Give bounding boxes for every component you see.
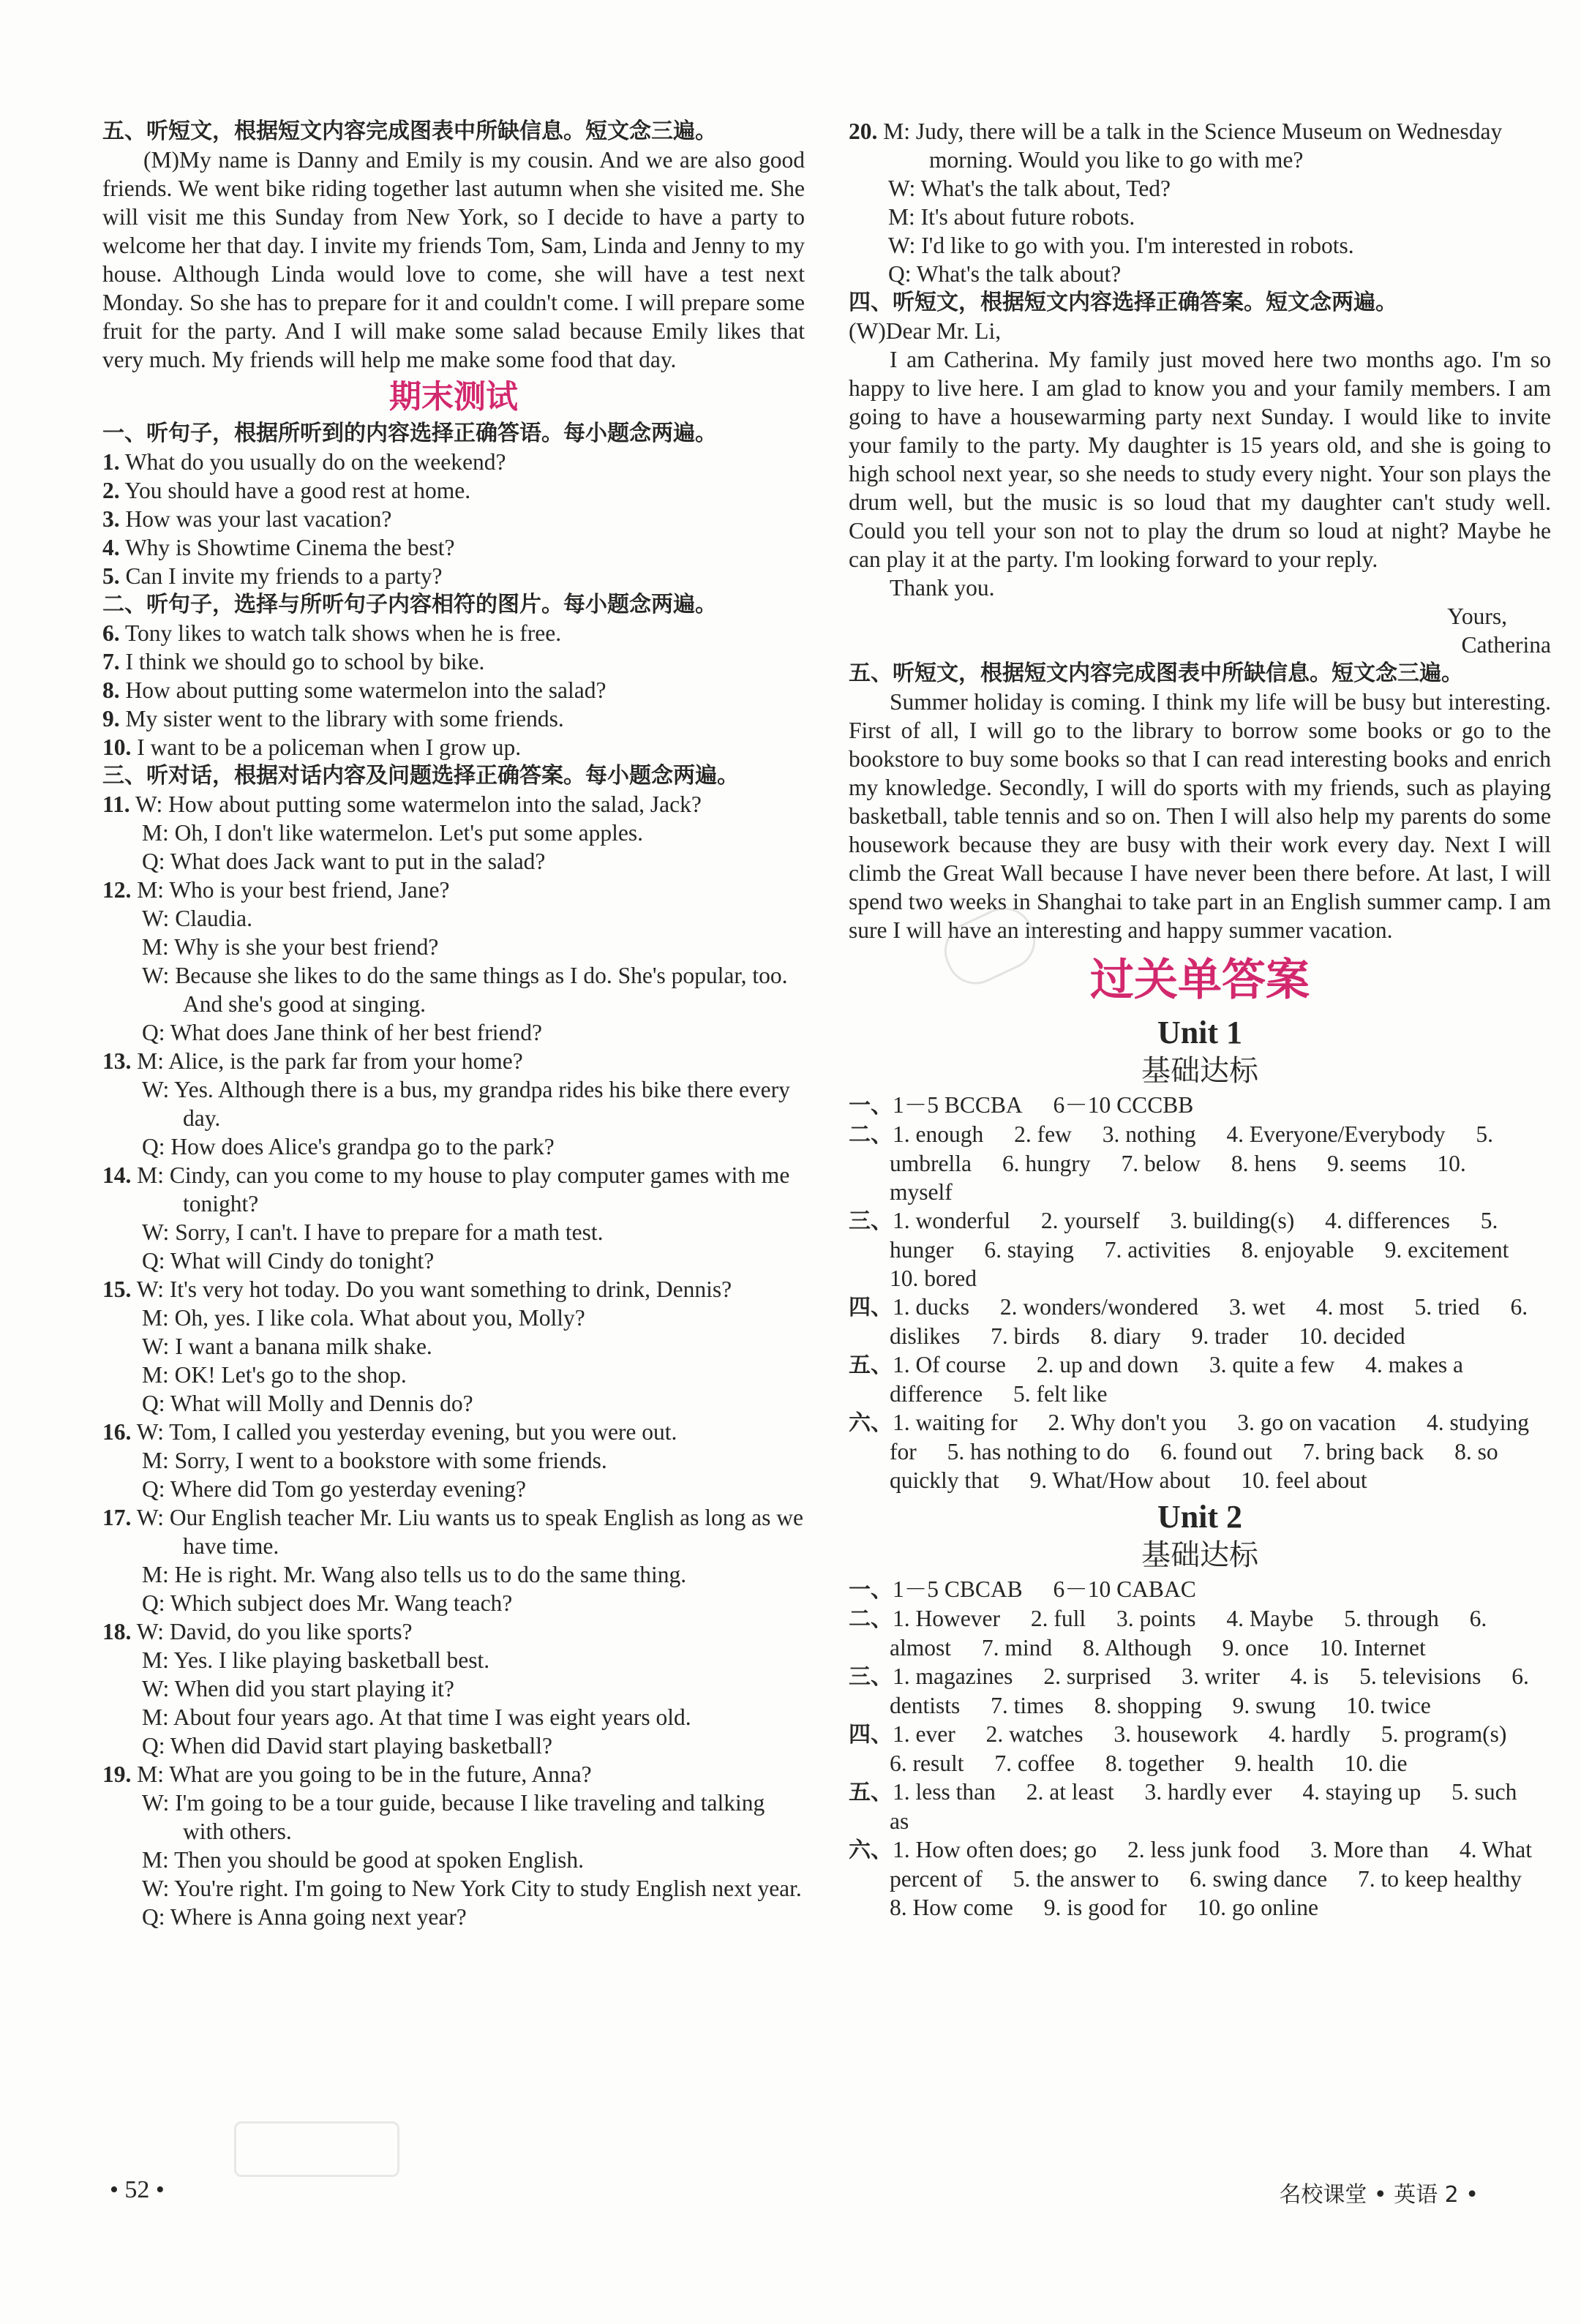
dialogue-line [102,1418,805,1446]
dialogue-text: M: It's about future robots. [888,204,1135,230]
dialogue-line [142,1589,805,1617]
item-number: 16. [102,1419,132,1445]
dialogue-line [142,1332,805,1361]
dialogue-text: W: Sorry, I can't. I have to prepare for a math test. [142,1219,604,1245]
item-number: 18. [102,1619,132,1644]
answer-item: 7. times [991,1693,1064,1718]
dialogue-line [142,1389,805,1418]
answer-item: 1. Of course [893,1352,1006,1377]
dialogue-text: W: Claudia. [142,906,253,931]
section-heading: 三、听对话，根据对话内容及问题选择正确答案。每小题念两遍。 [102,763,739,789]
dialogue-line [142,1218,805,1246]
answer-item: 7. bring back [1302,1439,1424,1464]
answer-item: 6. swing dance [1190,1866,1328,1892]
dialogue-text: M: Oh, I don't like watermelon. Let's put some apples. [142,820,643,846]
answer-item: 8. together [1105,1750,1204,1776]
dialogue-text: M: OK! Let's go to the shop. [142,1362,407,1388]
answer-section-key: 二、 [849,1122,893,1148]
dialogue-text: M: About four years ago. At that time I was eight years old. [142,1704,691,1730]
dialogue-line [142,1304,805,1332]
answer-item: 8. shopping [1094,1693,1202,1718]
item-number: 4. [102,535,120,560]
answer-item: 8. enjoyable [1241,1237,1354,1263]
answer-section-key: 四、 [849,1722,893,1748]
dialogue-line [142,1132,805,1161]
section-heading: 五、听短文，根据短文内容完成图表中所缺信息。短文念三遍。 [849,661,1463,686]
answer-item: 10. bored [890,1266,977,1291]
dialogue-text: W: It's very hot today. Do you want something to drink, Dennis? [136,1276,732,1302]
answer-item: 9. excitement [1384,1237,1509,1263]
sentence-item [102,505,805,533]
exam-title: 期末测试 [389,378,518,415]
answer-item: 1. waiting for [893,1410,1018,1435]
item-number: 3. [102,506,120,532]
answer-item: 3. hardly ever [1144,1779,1272,1805]
answer-item: 1－5 BCCBA [893,1092,1023,1118]
item-text: My sister went to the library with some friends. [125,706,564,732]
dialogue-text: Q: Where did Tom go yesterday evening? [142,1476,526,1502]
dialogue-text: M: Alice, is the park far from your home? [137,1048,523,1074]
answer-item: 4. studying for [890,1410,1530,1464]
answer-item: 3. housework [1114,1721,1239,1747]
unit-title: Unit 1 [1157,1015,1243,1050]
left-column [102,117,805,1931]
answer-item: 8. How come [890,1895,1013,1920]
dialogue-text: M: Sorry, I went to a bookstore with some friends. [142,1448,607,1473]
answer-item: 4. makes a difference [890,1352,1463,1407]
item-number: 9. [102,706,120,732]
dialogue-line [142,1703,805,1731]
answer-item: 7. birds [991,1323,1060,1349]
item-text: How about putting some watermelon into the salad? [125,677,607,703]
letter-greeting: (W)Dear Mr. Li, [849,318,1002,344]
sentence-list [102,619,805,761]
answer-item: 6. almost [890,1606,1487,1661]
item-number: 11. [102,791,130,817]
section-heading: 四、听短文，根据短文内容选择正确答案。短文念两遍。 [849,290,1397,315]
answer-item: 2. up and down [1036,1352,1179,1377]
dialogue-line [102,1047,805,1075]
answer-item: 5. through [1344,1606,1439,1631]
answer-row [849,1091,1551,1120]
item-number: 13. [102,1048,132,1074]
item-text: Why is Showtime Cinema the best? [124,535,455,560]
answer-item: 5. the answer to [1013,1866,1160,1892]
item-number: 10. [102,734,132,760]
answer-item: 8. diary [1090,1323,1161,1349]
answer-item: 5. felt like [1013,1381,1108,1407]
item-number: 6. [102,620,120,646]
answer-item: 3. nothing [1102,1121,1196,1147]
answer-item: 6－10 CCCBB [1053,1092,1194,1118]
answer-item: 4. most [1315,1294,1384,1320]
answer-section-key: 六、 [849,1838,893,1863]
answer-item: 10. decided [1299,1323,1405,1349]
letter-closing: Yours, [1447,603,1507,629]
dialogue-text: M: What are you going to be in the future, Anna? [137,1761,592,1787]
item-text: I want to be a policeman when I grow up. [137,734,522,760]
dialogue-line [888,231,1551,260]
answer-item: 4. What percent of [890,1837,1532,1892]
dialogue-line [142,1674,805,1703]
dialogue-text: W: I'd like to go with you. I'm interested in robots. [888,233,1354,258]
answer-section-key: 四、 [849,1295,893,1320]
item-text: How was your last vacation? [125,506,392,532]
dialogue-text: M: Oh, yes. I like cola. What about you, Molly? [142,1305,585,1331]
answer-item: 5. has nothing to do [947,1439,1130,1464]
dialogue-text: W: Our English teacher Mr. Liu wants us to speak English as long as we have time. [136,1505,803,1559]
dialogue-list [849,117,1551,288]
answer-row [849,1408,1551,1494]
answer-item: 7. to keep healthy [1357,1866,1522,1892]
answer-item: 2. surprised [1043,1663,1152,1689]
answer-item: 6－10 CABAC [1053,1576,1196,1602]
dialogue-text: M: Cindy, can you come to my house to play computer games with me tonight? [137,1162,790,1216]
dialogue-text: Q: How does Alice's grandpa go to the park? [142,1134,555,1159]
dialogue-text: M: Why is she your best friend? [142,934,439,960]
answer-row [849,1350,1551,1408]
item-number: 1. [102,449,120,475]
section-heading: 五、听短文，根据短文内容完成图表中所缺信息。短文念三遍。 [102,119,717,144]
answer-item: 3. points [1116,1606,1196,1631]
dialogue-line [142,819,805,847]
unit-subtitle: 基础达标 [1141,1054,1258,1088]
dialogue-text: W: What's the talk about, Ted? [888,176,1171,201]
answer-item: 5. televisions [1359,1663,1482,1689]
answer-row [849,1604,1551,1662]
item-number: 12. [102,877,132,903]
answer-item: 1－5 CBCAB [893,1576,1023,1602]
answer-item: 2. few [1014,1121,1072,1147]
item-text: What do you usually do on the weekend? [124,449,506,475]
answer-item: 2. wonders/wondered [999,1294,1199,1320]
item-number: 14. [102,1162,132,1188]
dialogue-text: M: Who is your best friend, Jane? [137,877,450,903]
dialogue-text: M: Yes. I like playing basketball best. [142,1647,490,1673]
dialogue-line [888,203,1551,231]
dialogue-line [142,1018,805,1047]
answer-units [849,1013,1551,1922]
listening-passage: Summer holiday is coming. I think my life will be busy but interesting. First of all, I will go to the library to borrow some books or go to the bookstore to buy some books so that I can read interesting books and enrich my knowledge. Secondly, I will do sports with my friends, such as playing basketball, table tennis and so on. Then I will also help my parents do some housework because they are busy with their work every day. Next I will climb the Great Wall because I have never been there before. At last, I will spend two weeks in Shanghai to take part in an English summer camp. I am sure I will have an interesting and happy summer vacation. [849,689,1551,943]
watermark-stamp [234,2121,399,2177]
dialogue-line [142,1789,805,1846]
item-text: You should have a good rest at home. [124,478,471,503]
answer-item: 2. Why don't you [1048,1410,1207,1435]
dialogue-text: Q: Which subject does Mr. Wang teach? [142,1590,513,1616]
answer-item: 8. so quickly that [890,1439,1498,1493]
dialogue-line [142,1560,805,1589]
dialogue-text: W: Yes. Although there is a bus, my grandpa rides his bike there every day. [142,1077,790,1131]
dialogue-list [102,790,805,1931]
sentence-item [102,733,805,761]
answer-item: 8. Although [1083,1635,1192,1661]
answer-item: 6. hungry [1002,1151,1091,1176]
dialogue-text: W: When did you start playing it? [142,1676,454,1701]
answer-item: 4. Maybe [1226,1606,1314,1631]
answer-item: 9. health [1234,1750,1314,1776]
answer-item: 3. building(s) [1170,1208,1295,1233]
answer-item: 10. feel about [1241,1467,1367,1493]
answer-item: 4. is [1290,1663,1329,1689]
dialogue-line [102,1503,805,1560]
answer-item: 10. die [1344,1750,1408,1776]
answers-title: 过关单答案 [1090,955,1310,1006]
answer-item: 9. is good for [1043,1895,1167,1920]
unit-subtitle: 基础达标 [1141,1538,1258,1572]
letter-body: I am Catherina. My family just moved here two months ago. I'm so happy to live here. I am glad to know you and your family members. I am going to have a housewarming party next Sunday. I would like to invite your family to the party. My daughter is 15 years old, and she is going to high school next year, so she needs to study every night. Your son plays the drum well, but the music is so loud that my daughter can't study well. Could you tell your son not to play the drum so loud at night? Maybe he can play it at the party. I'm looking forward to your reply. [849,347,1551,572]
answer-item: 1. wonderful [893,1208,1010,1233]
dialogue-text: M: He is right. Mr. Wang also tells us to do the same thing. [142,1562,687,1587]
answer-item: 4. hardly [1269,1721,1351,1747]
answer-item: 10. myself [890,1151,1466,1205]
dialogue-line [142,1246,805,1275]
dialogue-text: Q: What will Molly and Dennis do? [142,1391,473,1416]
dialogue-line [102,1275,805,1304]
answer-item: 1. ducks [893,1294,969,1320]
dialogue-line [102,1760,805,1789]
sentence-item [102,704,805,733]
item-number: 8. [102,677,120,703]
answer-item: 6. found out [1160,1439,1272,1464]
sentence-item [102,533,805,562]
dialogue-text: W: How about putting some watermelon into the salad, Jack? [135,791,702,817]
answer-item: 6. staying [984,1237,1074,1263]
answer-item: 3. More than [1310,1837,1429,1862]
answer-item: 3. writer [1182,1663,1260,1689]
page-number: • 52 • [110,2176,165,2203]
dialogue-text: M: Then you should be good at spoken English. [142,1847,585,1873]
answer-row [849,1835,1551,1922]
dialogue-line [888,174,1551,203]
answer-section-key: 五、 [849,1780,893,1805]
answer-row [849,1662,1551,1720]
dialogue-line [102,790,805,819]
answer-item: 1. magazines [893,1663,1013,1689]
answer-item: 4. differences [1325,1208,1450,1233]
answer-item: 7. below [1121,1151,1201,1176]
answer-item: 2. yourself [1040,1208,1140,1233]
dialogue-text: Q: What does Jack want to put in the salad? [142,849,546,874]
answer-item: 1. ever [893,1721,955,1747]
answer-row [849,1293,1551,1350]
dialogue-line [142,1446,805,1475]
answer-section-key: 一、 [849,1093,893,1118]
answer-item: 3. go on vacation [1237,1410,1397,1435]
answer-item: 2. full [1030,1606,1086,1631]
item-number: 15. [102,1276,132,1302]
dialogue-text: W: Tom, I called you yesterday evening, but you were out. [136,1419,677,1445]
dialogue-line [142,1646,805,1674]
answer-item: 3. quite a few [1209,1352,1335,1377]
answer-item: 10. go online [1197,1895,1318,1920]
dialogue-line [142,933,805,961]
dialogue-line [142,1475,805,1503]
item-text: I think we should go to school by bike. [125,649,485,674]
item-number: 17. [102,1505,132,1530]
dialogue-line [142,1731,805,1760]
answer-item: 6. dentists [890,1663,1529,1718]
answer-item: 5. program(s) [1381,1721,1507,1747]
dialogue-line [142,1903,805,1931]
dialogue-line [142,1075,805,1132]
dialogue-text: W: Because she likes to do the same things as I do. She's popular, too. And she's good at singing. [142,963,788,1017]
answer-item: 7. activities [1104,1237,1211,1263]
answer-item: 1. less than [893,1779,996,1805]
answer-item: 5. hunger [890,1208,1498,1263]
dialogue-text: W: David, do you like sports? [136,1619,413,1644]
item-number: 20. [849,119,878,144]
answer-item: 9. once [1222,1635,1289,1661]
dialogue-line [142,904,805,933]
sentence-item [102,647,805,676]
dialogue-text: W: I'm going to be a tour guide, because I like traveling and talking with others. [142,1790,765,1844]
answer-item: 2. at least [1026,1779,1114,1805]
dialogue-line [142,847,805,876]
dialogue-line [142,1874,805,1903]
answer-item: 9. trader [1191,1323,1269,1349]
dialogue-line [888,260,1551,288]
answer-row [849,1120,1551,1206]
answer-item: 7. mind [981,1635,1053,1661]
dialogue-text: Q: When did David start playing basketball? [142,1733,553,1759]
answer-item: 1. enough [893,1121,984,1147]
item-number: 7. [102,649,120,674]
answer-item: 10. twice [1346,1693,1431,1718]
answer-item: 4. Everyone/Everybody [1226,1121,1446,1147]
item-text: Can I invite my friends to a party? [125,563,443,589]
answer-row [849,1575,1551,1604]
letter-signature: Catherina [1461,632,1551,658]
right-column [849,117,1551,1922]
item-number: 2. [102,478,120,503]
dialogue-line [102,876,805,904]
sentence-item [102,476,805,505]
dialogue-text: Q: Where is Anna going next year? [142,1904,467,1930]
answer-item: 6. result [890,1750,964,1776]
answer-item: 5. tried [1414,1294,1480,1320]
answer-section-key: 三、 [849,1664,893,1690]
dialogue-line [849,117,1551,174]
answer-item: 2. watches [985,1721,1084,1747]
dialogue-text: Q: What's the talk about? [888,261,1122,287]
answer-item: 4. staying up [1302,1779,1422,1805]
sentence-item [102,448,805,476]
section-heading: 一、听句子，根据所听到的内容选择正确答语。每小题念两遍。 [102,421,717,446]
dialogue-line [142,961,805,1018]
dialogue-line [102,1617,805,1646]
dialogue-line [142,1361,805,1389]
dialogue-text: W: You're right. I'm going to New York City to study English next year. [142,1876,802,1901]
dialogue-text: M: Judy, there will be a talk in the Science Museum on Wednesday morning. Would you like to go with me? [883,119,1503,173]
unit-title: Unit 2 [1157,1499,1243,1535]
sentence-item [102,619,805,647]
item-number: 19. [102,1761,132,1787]
answer-section-key: 一、 [849,1577,893,1603]
answer-item: 9. What/How about [1029,1467,1211,1493]
book-label: 名校课堂 • 英语 2 • [1279,2182,1479,2208]
answer-item: 9. swung [1232,1693,1316,1718]
answer-item: 5. umbrella [890,1121,1494,1176]
answer-section-key: 三、 [849,1208,893,1234]
dialogue-text: W: I want a banana milk shake. [142,1334,432,1359]
dialogue-text: Q: What does Jane think of her best friend? [142,1020,543,1045]
answer-item: 6. dislikes [890,1294,1528,1349]
answer-item: 10. Internet [1319,1635,1426,1661]
answer-row [849,1778,1551,1835]
answer-section-key: 六、 [849,1410,893,1436]
sentence-item [102,676,805,704]
listening-passage: (M)My name is Danny and Emily is my cousin. And we are also good friends. We went bike riding together last autumn when she visited me. She will visit me this Sunday from New York, so I decide to have a party to welcome her that day. I invite my friends Tom, Sam, Linda and Jenny to my house. Although Linda would love to come, she will have a test next Monday. So she has to prepare for it and couldn't come. I will prepare some fruit for the party. And I will make some salad because Emily likes that very much. My friends will help me make some food that day. [102,147,805,372]
item-number: 5. [102,563,120,589]
dialogue-line [142,1846,805,1874]
dialogue-line [102,1161,805,1218]
item-text: Tony likes to watch talk shows when he is free. [124,620,562,646]
answer-item: 2. less junk food [1127,1837,1280,1862]
sentence-item [102,562,805,590]
answer-item: 5. such as [890,1779,1517,1834]
answer-item: 1. How often does; go [893,1837,1097,1862]
answer-item: 9. seems [1326,1151,1407,1176]
answer-section-key: 二、 [849,1606,893,1632]
answer-item: 8. hens [1231,1151,1297,1176]
answer-row [849,1720,1551,1778]
dialogue-text: Q: What will Cindy do tonight? [142,1248,435,1274]
answer-item: 7. coffee [994,1750,1075,1776]
answer-row [849,1206,1551,1293]
sentence-list [102,448,805,590]
answer-item: 3. wet [1228,1294,1285,1320]
section-heading: 二、听句子，选择与所听句子内容相符的图片。每小题念两遍。 [102,592,717,617]
letter-thanks: Thank you. [890,575,995,601]
answer-item: 1. However [893,1606,1000,1631]
answer-section-key: 五、 [849,1353,893,1378]
